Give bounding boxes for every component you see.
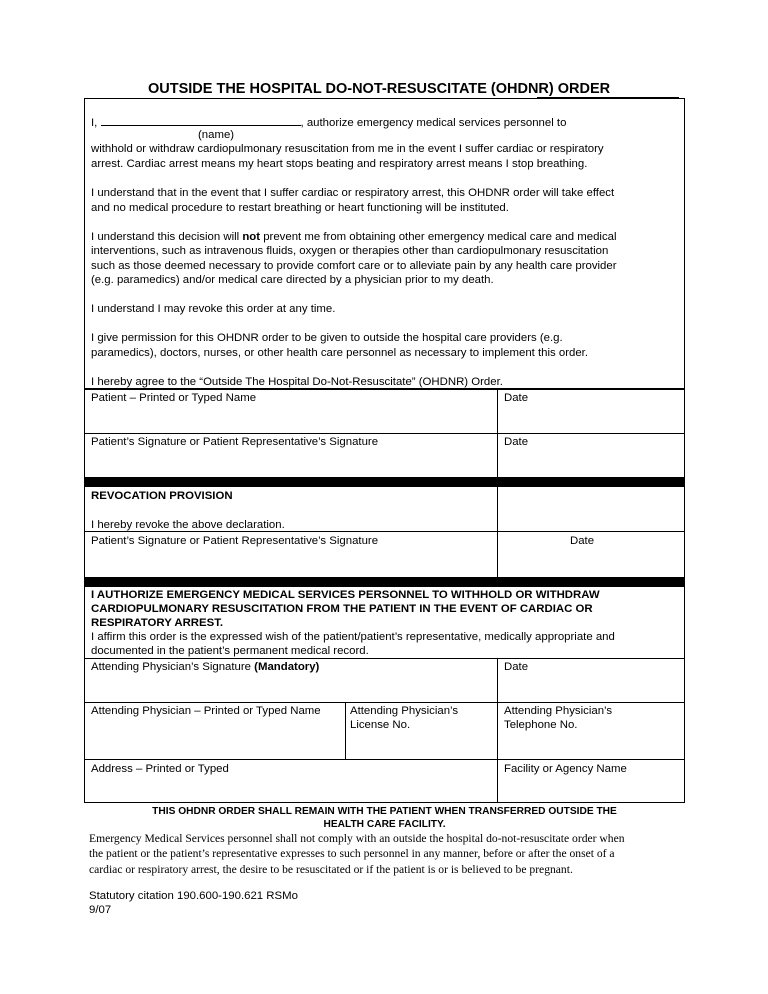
divider: [84, 658, 685, 659]
para2-line-1: I understand that in the event that I suffer cardiac or respiratory arrest, this OHDNR order will take effect: [91, 187, 615, 199]
physician-signature-label: Attending Physician’s Signature: [91, 661, 255, 673]
divider: [84, 702, 685, 703]
para3-text-a: I understand this decision will: [91, 231, 243, 243]
authorization-heading-2: CARDIOPULMONARY RESUSCITATION FROM THE PATIENT IN THE EVENT OF CARDIAC OR: [91, 603, 593, 615]
para5-line-1: I give permission for this OHDNR order to be given to outside the hospital care providers (e.g.: [91, 332, 563, 344]
facility-field[interactable]: Facility or Agency Name: [504, 763, 627, 775]
para3-line-1: [91, 230, 617, 245]
column-divider: [497, 658, 498, 803]
revocation-date-field[interactable]: Date: [570, 535, 595, 547]
affirm-line-2: documented in the patient’s permanent medical record.: [91, 645, 369, 657]
name-field[interactable]: [101, 115, 301, 126]
para3-line-2: interventions, such as intravenous fluids, oxygen or therapies other than cardiopulmonary resuscitation: [91, 245, 609, 257]
physician-license-label-1[interactable]: Attending Physician’s: [350, 705, 459, 717]
revocation-heading: REVOCATION PROVISION: [91, 490, 233, 502]
authorization-heading-3: RESPIRATORY ARREST.: [91, 617, 224, 629]
page-title: OUTSIDE THE HOSPITAL DO-NOT-RESUSCITATE (OHDNR) ORDER: [148, 81, 611, 97]
physician-printed-name-field[interactable]: Attending Physician – Printed or Typed Name: [91, 705, 321, 717]
authorization-heading-1: I AUTHORIZE EMERGENCY MEDICAL SERVICES PERSONNEL TO WITHHOLD OR WITHDRAW: [91, 589, 600, 601]
revocation-statement: I hereby revoke the above declaration.: [91, 519, 285, 531]
para3-text-b: prevent me from obtaining other emergency medical care and medical: [260, 231, 617, 243]
intro-line-3: arrest. Cardiac arrest means my heart stops beating and respiratory arrest means I stop breathing.: [91, 158, 588, 170]
column-divider: [345, 702, 346, 759]
para3-emphasis: not: [242, 231, 261, 243]
intro-prefix: I,: [91, 117, 98, 129]
physician-signature-field[interactable]: [91, 660, 319, 675]
form-version: 9/07: [89, 904, 112, 916]
physician-telephone-label-2[interactable]: Telephone No.: [504, 719, 578, 731]
para5-line-2: paramedics), doctors, nurses, or other health care personnel as necessary to implement this order.: [91, 347, 588, 359]
footer-notice-line-2: HEALTH CARE FACILITY.: [323, 818, 446, 830]
physician-telephone-label-1[interactable]: Attending Physician’s: [504, 705, 613, 717]
patient-name-field[interactable]: Patient – Printed or Typed Name: [91, 392, 257, 404]
section-bar: [84, 477, 685, 487]
patient-date-field[interactable]: Date: [504, 392, 529, 404]
section-bar: [84, 577, 685, 587]
para6: I hereby agree to the “Outside The Hospital Do-Not-Resuscitate” (OHDNR) Order.: [91, 376, 503, 388]
patient-signature-field[interactable]: Patient’s Signature or Patient Representative’s Signature: [91, 436, 379, 448]
footer-notice-line-1: THIS OHDNR ORDER SHALL REMAIN WITH THE PATIENT WHEN TRANSFERRED OUTSIDE THE: [152, 806, 617, 817]
affirm-line-1: I affirm this order is the expressed wish of the patient/patient’s representative, medically appropriate and: [91, 631, 615, 643]
para3-line-3: such as those deemed necessary to provide comfort care or to alleviate pain by any health care provider: [91, 260, 617, 272]
intro-after-blank: , authorize emergency medical services personnel to: [300, 117, 567, 129]
ems-note-line-2: the patient or the patient’s representative expresses to such personnel in any manner, before or after the onset of a: [89, 847, 615, 861]
address-field[interactable]: Address – Printed or Typed: [91, 763, 229, 775]
name-label: (name): [198, 129, 235, 141]
ems-note-line-1: Emergency Medical Services personnel shall not comply with an outside the hospital do-not-resuscitate order when: [89, 832, 625, 845]
physician-license-label-2[interactable]: License No.: [350, 719, 411, 731]
para4: I understand I may revoke this order at any time.: [91, 303, 336, 315]
para2-line-2: and no medical procedure to restart breathing or heart functioning will be instituted.: [91, 202, 509, 214]
intro-line-2: withhold or withdraw cardiopulmonary resuscitation from me in the event I suffer cardiac or respiratory: [91, 143, 604, 155]
column-divider: [497, 487, 498, 577]
divider: [84, 433, 685, 434]
statutory-citation: Statutory citation 190.600-190.621 RSMo: [89, 890, 298, 902]
divider: [84, 531, 685, 532]
para3-line-4: (e.g. paramedics) and/or medical care directed by a physician prior to my death.: [91, 274, 494, 286]
divider: [84, 388, 685, 390]
physician-date-field[interactable]: Date: [504, 661, 529, 673]
ems-note-line-3: cardiac or respiratory arrest, the desire to be resuscitated or if the patient is or is believed to be pregnant.: [89, 862, 573, 876]
intro-line-1: [91, 115, 566, 131]
footer-notice: [84, 806, 685, 831]
ems-note: [89, 831, 625, 877]
patient-signature-date-field[interactable]: Date: [504, 436, 529, 448]
revocation-signature-field[interactable]: Patient’s Signature or Patient Representative’s Signature: [91, 535, 379, 547]
divider: [84, 759, 685, 760]
mandatory-label: (Mandatory): [254, 661, 320, 673]
